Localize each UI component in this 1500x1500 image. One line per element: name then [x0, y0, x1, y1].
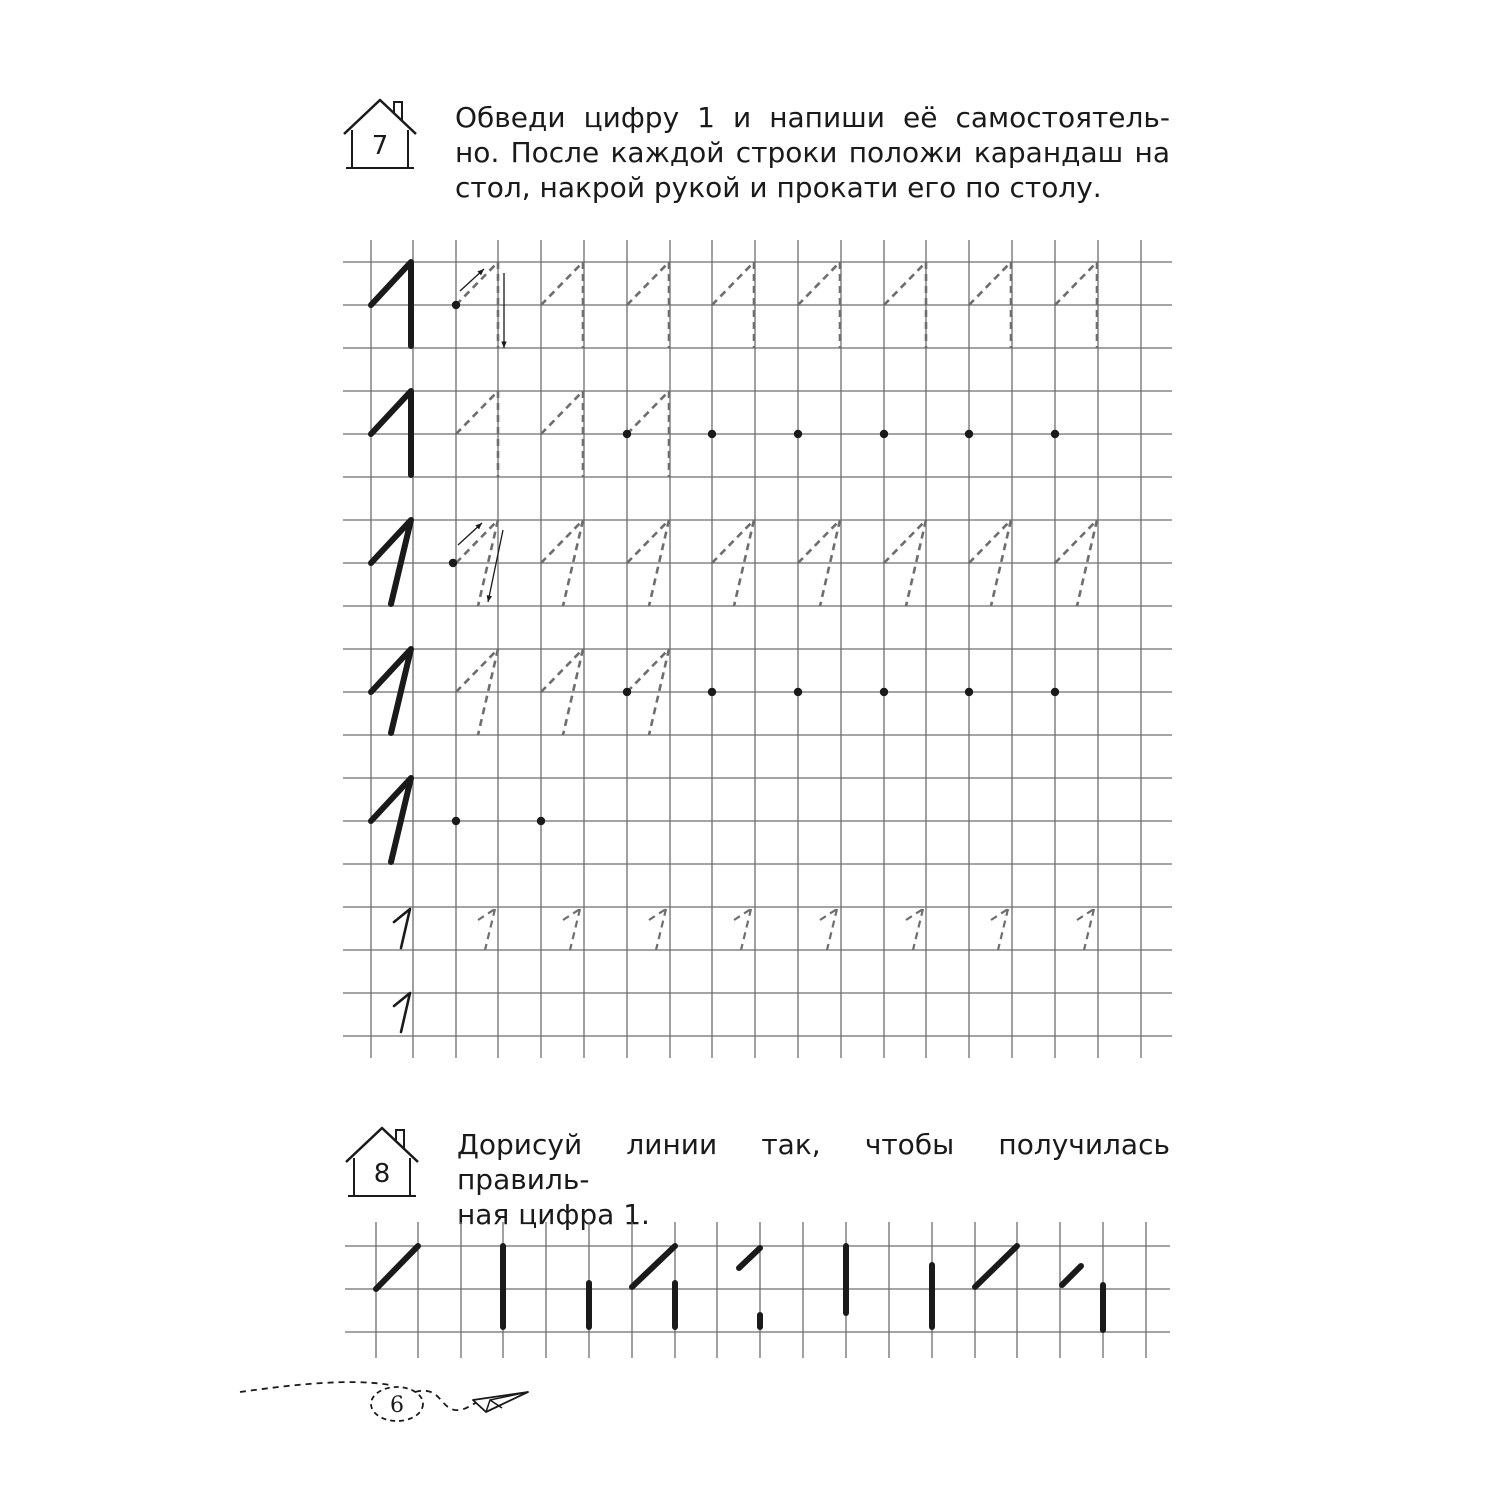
instruction-line: ная цифра 1. — [457, 1198, 650, 1231]
instruction-line: стол, накрой рукой и прокати его по столу. — [455, 171, 1102, 204]
instruction-line: Обведи цифру 1 и напиши её самостоятель- — [455, 101, 1170, 134]
partial-digit-stroke — [975, 1246, 1017, 1287]
instruction-line: но. После каждой строки положи карандаш на — [455, 136, 1170, 169]
partial-digit-stroke — [376, 1246, 418, 1289]
task-number: 8 — [373, 1159, 391, 1189]
partial-digit-stroke — [739, 1248, 760, 1268]
partial-digit-stroke — [632, 1246, 675, 1287]
page-number: 6 — [390, 1393, 404, 1418]
partial-digit-stroke — [1062, 1266, 1081, 1285]
instruction-line: Дорисуй линии так, чтобы получилась правиль- — [457, 1128, 1170, 1196]
task-number: 7 — [371, 131, 389, 161]
